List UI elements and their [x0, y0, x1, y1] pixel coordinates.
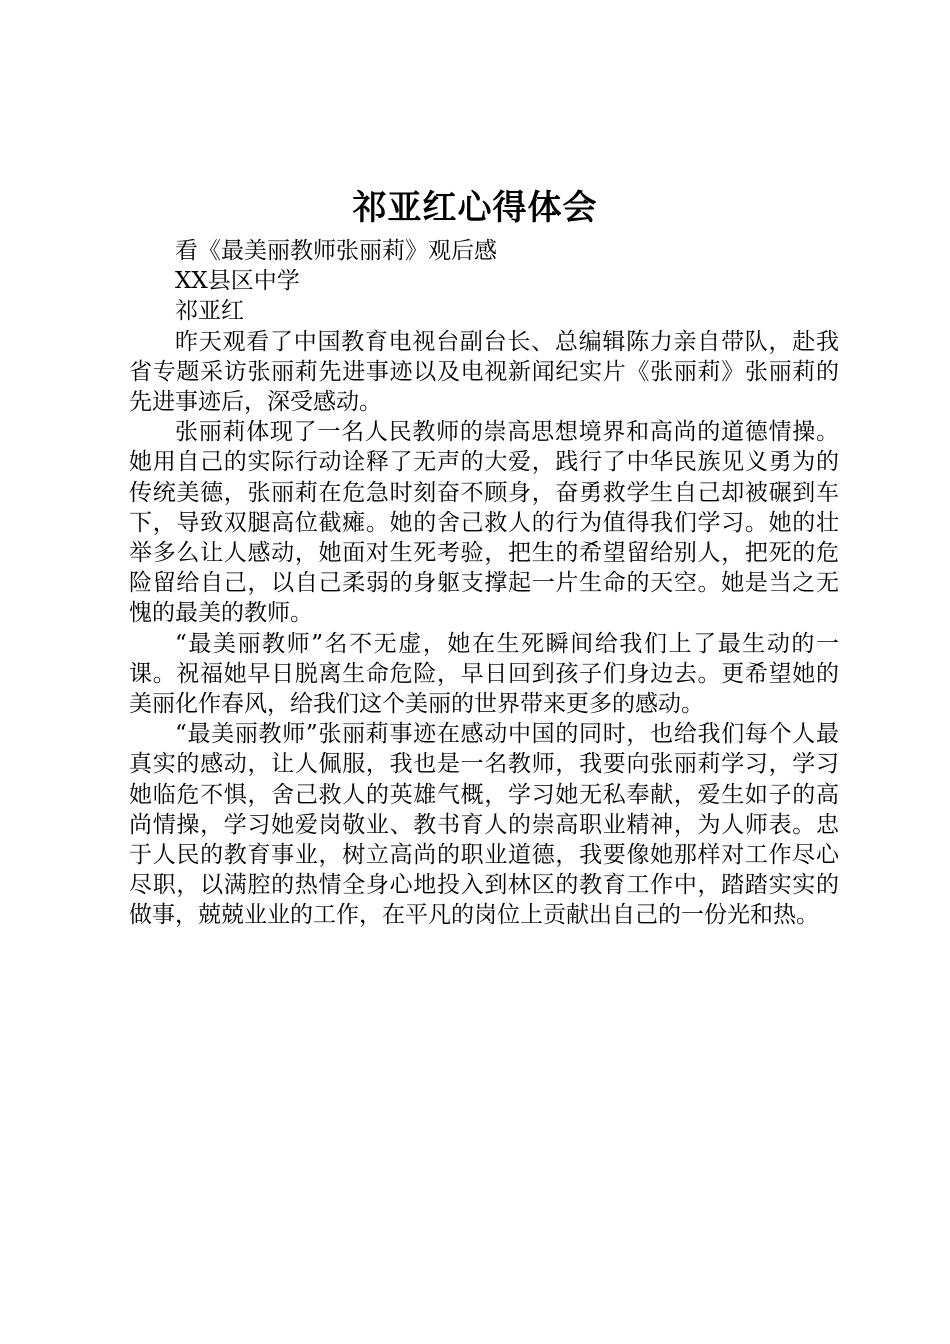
author-line: 祁亚红 [175, 298, 244, 325]
paragraph: “最美丽教师”名不无虚，她在生死瞬间给我们上了最生动的一课。祝福她早日脱离生命危险，早日回到孩子们身边去。更希望她的美丽化作春风，给我们这个美丽的世界带来更多的感动。 [129, 630, 839, 718]
paragraph: “最美丽教师”张丽莉事迹在感动中国的同时，也给我们每个人最真实的感动，让人佩服，我也是一名教师，我要向张丽莉学习，学习她临危不惧，舍己救人的英雄气概，学习她无私奉献，爱生如子的高尚情操，学习她爱岗敬业、教书育人的崇高职业精神，为人师表。忠于人民的教育事业，树立高尚的职业道德，我要像她那样对工作尽心尽职，以满腔的热情全身心地投入到林区的教育工作中，踏踏实实的做事，兢兢业业的工作，在平凡的岗位上贡献出自己的一份光和热。 [129, 721, 839, 929]
school-line: XX县区中学 [175, 268, 300, 295]
document-title: 祁亚红心得体会 [352, 188, 598, 228]
subtitle-line: 看《最美丽教师张丽莉》观后感 [175, 238, 497, 264]
paragraph: 张丽莉体现了一名人民教师的崇高思想境界和高尚的道德情操。她用自己的实际行动诠释了无声的大爱，践行了中华民族见义勇为的传统美德，张丽莉在危急时刻奋不顾身，奋勇救学生自己却被碾到车下，导致双腿高位截瘫。她的舍己救人的行为值得我们学习。她的壮举多么让人感动，她面对生死考验，把生的希望留给别人，把死的危险留给自己，以自己柔弱的身躯支撑起一片生命的天空。她是当之无愧的最美的教师。 [129, 419, 839, 627]
paragraph: 昨天观看了中国教育电视台副台长、总编辑陈力亲自带队，赴我省专题采访张丽莉先进事迹以及电视新闻纪实片《张丽莉》张丽莉的先进事迹后，深受感动。 [129, 328, 839, 416]
document-body [129, 236, 839, 931]
